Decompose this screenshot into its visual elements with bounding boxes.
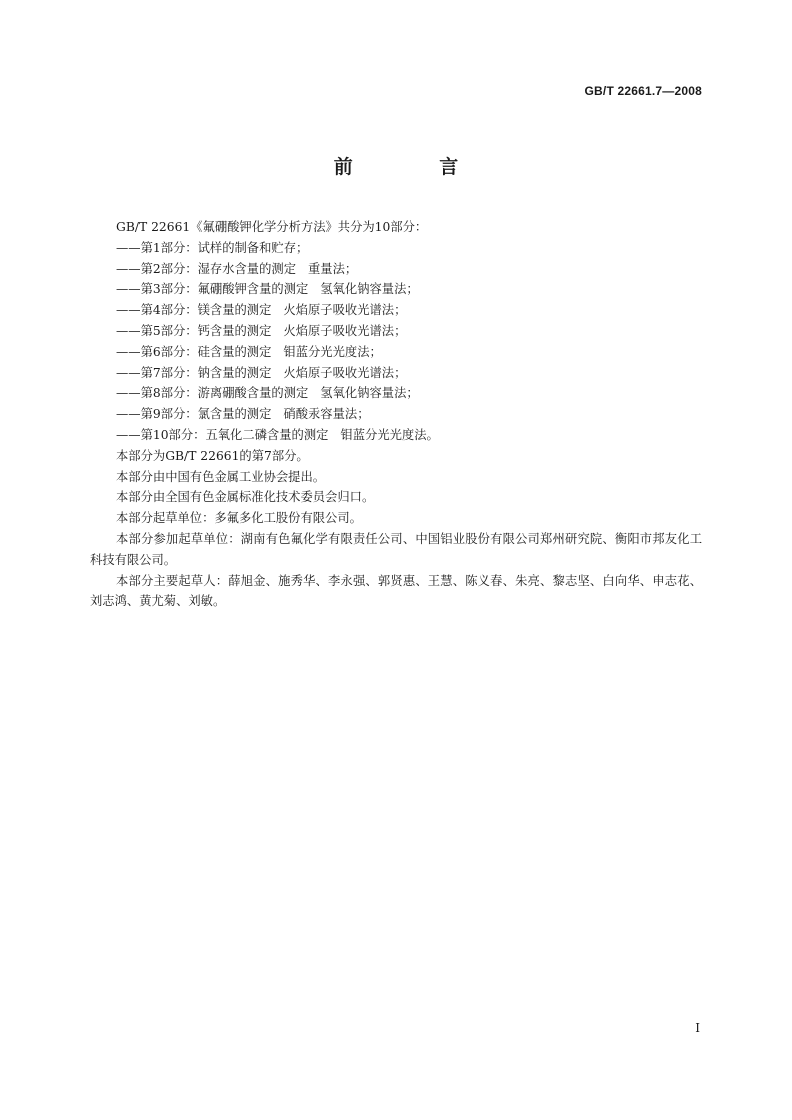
drafting-unit-statement: 本部分起草单位：多氟多化工股份有限公司。	[116, 511, 362, 526]
this-part-statement: 本部分为GB/T 22661的第7部分。	[116, 448, 309, 463]
preface-body	[90, 217, 702, 612]
parts-list	[90, 238, 702, 446]
list-item: ——第8部分：游离硼酸含量的测定 氢氧化钠容量法；	[116, 386, 419, 401]
list-item: ——第10部分：五氧化二磷含量的测定 钼蓝分光光度法。	[116, 427, 439, 442]
list-item: ——第4部分：镁含量的测定 火焰原子吸收光谱法；	[116, 303, 407, 318]
page-title: 前 言	[333, 156, 499, 178]
list-item: ——第6部分：硅含量的测定 钼蓝分光光度法；	[116, 344, 382, 359]
list-item: ——第7部分：钠含量的测定 火焰原子吸收光谱法；	[116, 365, 407, 380]
intro-paragraph: GB/T 22661《氟硼酸钾化学分析方法》共分为10部分：	[116, 220, 428, 234]
proposed-by-statement: 本部分由中国有色金属工业协会提出。	[116, 469, 326, 484]
list-item: ——第5部分：钙含量的测定 火焰原子吸收光谱法；	[116, 323, 407, 338]
drafters-statement: 本部分主要起草人：薛旭金、施秀华、李永强、郭贤惠、王慧、陈义春、朱亮、黎志坚、白向华、申志花、刘志鸿、黄尤菊、刘敏。	[90, 573, 702, 609]
list-item: ——第9部分：氯含量的测定 硝酸汞容量法；	[116, 407, 370, 422]
list-item: ——第2部分：湿存水含量的测定 重量法；	[116, 261, 358, 276]
centralized-by-statement: 本部分由全国有色金属标准化技术委员会归口。	[116, 490, 375, 505]
page-number: I	[695, 1021, 700, 1035]
standard-code: GB/T 22661.7—2008	[584, 84, 702, 98]
list-item: ——第1部分：试样的制备和贮存；	[116, 240, 309, 255]
participating-units-statement: 本部分参加起草单位：湖南有色氟化学有限责任公司、中国铝业股份有限公司郑州研究院、衡阳市邦友化工科技有限公司。	[90, 531, 702, 567]
list-item: ——第3部分：氟硼酸钾含量的测定 氢氧化钠容量法；	[116, 282, 419, 297]
